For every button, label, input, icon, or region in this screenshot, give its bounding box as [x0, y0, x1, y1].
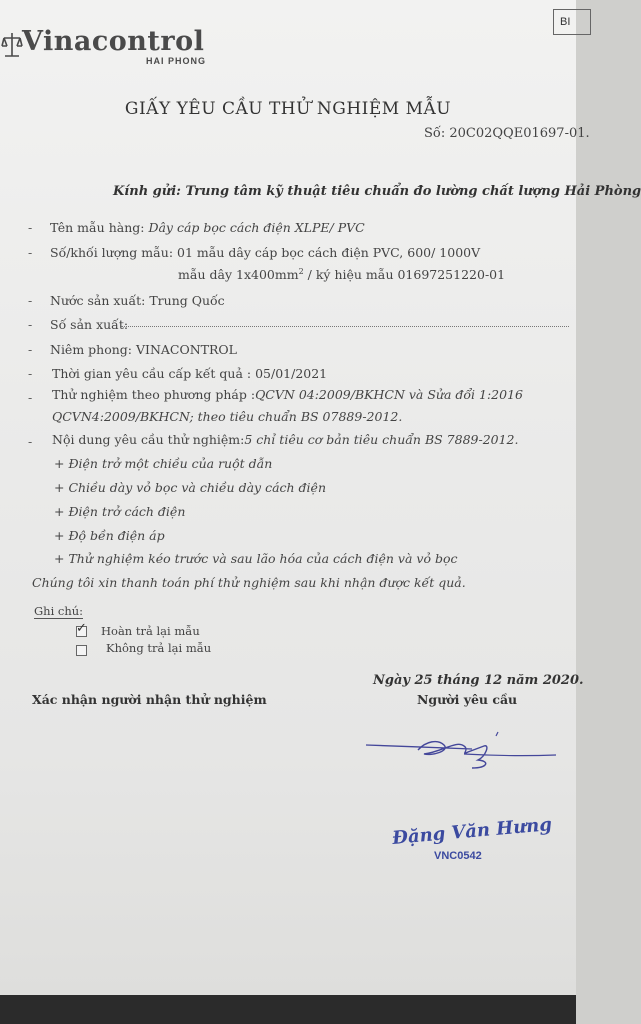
handwritten-signature: [360, 728, 560, 778]
bullet-dash: -: [28, 434, 33, 449]
bullet-dash: -: [28, 245, 33, 260]
payment-note: Chúng tôi xin thanh toán phí thử nghiệm sau khi nhận được kết quả.: [32, 575, 466, 590]
return-sample-checkbox[interactable]: [76, 621, 87, 637]
note-label: Ghi chú:: [34, 604, 84, 618]
test-item: + Chiều dày vỏ bọc và chiều dày cách điện: [54, 480, 326, 495]
test-item: + Điện trở một chiều của ruột dẫn: [54, 456, 273, 471]
method-line-2: QCVN4:2009/BKHCN; theo tiêu chuẩn BS 07889-2012.: [52, 409, 403, 424]
logo-brand: Vinacontrol: [22, 26, 205, 57]
corner-code: BI: [553, 9, 591, 35]
content-value: 5 chỉ tiêu cơ bản tiêu chuẩn BS 7889-2012.: [244, 432, 519, 447]
method-label: Thử nghiệm theo phương pháp :: [52, 387, 256, 402]
content-line: [52, 432, 518, 447]
recipient-line: Kính gửi: Trung tâm kỹ thuật tiêu chuẩn đo lường chất lượng Hải Phòng: [113, 184, 641, 199]
bullet-dash: -: [28, 390, 33, 405]
stamp-code: VNC0542: [434, 850, 482, 862]
quantity-line-2: [178, 267, 505, 282]
bullet-dash: -: [28, 317, 33, 332]
sample-code-text: / ký hiệu mẫu 01697251220-01: [303, 267, 506, 283]
method-line-1: [52, 387, 523, 402]
document-number: Số: 20C02QQE01697-01.: [424, 126, 590, 141]
check-icon: ✓: [76, 621, 87, 636]
page-title: GIẤY YÊU CẦU THỬ NGHIỆM MẪU: [124, 99, 452, 119]
logo-sub: HAI PHONG: [146, 56, 207, 66]
content-label: Nội dung yêu cầu thử nghiệm:: [52, 432, 245, 447]
bullet-dash: -: [28, 366, 33, 381]
serial-dotted-line: [121, 326, 569, 327]
company-logo: [0, 26, 220, 72]
quantity-text: mẫu dây 1x400mm: [178, 267, 299, 283]
test-item: + Độ bền điện áp: [54, 528, 165, 543]
test-item: + Thử nghiệm kéo trước và sau lão hóa của cách điện và vỏ bọc: [54, 551, 458, 566]
method-value-1: QCVN 04:2009/BKHCN và Sửa đổi 1:2016: [255, 387, 523, 402]
desk-edge: [0, 995, 576, 1024]
sample-name-value: Dây cáp bọc cách điện XLPE/ PVC: [148, 220, 365, 235]
sample-name-line: [50, 220, 365, 235]
stamp-name: Đặng Văn Hưng: [391, 814, 553, 849]
bullet-dash: -: [28, 293, 33, 308]
result-time-line: Thời gian yêu cầu cấp kết quả : 05/01/2021: [52, 366, 328, 381]
scales-icon: [2, 30, 22, 60]
quantity-line-1: Số/khối lượng mẫu: 01 mẫu dây cáp bọc cách điện PVC, 600/ 1000V: [50, 245, 481, 260]
return-sample-label: Hoàn trả lại mẫu: [101, 624, 200, 638]
receiver-confirmation-label: Xác nhận người nhận thử nghiệm: [32, 692, 267, 707]
quantity-sup: 2: [298, 267, 304, 276]
origin-line: Nước sản xuất: Trung Quốc: [50, 293, 225, 308]
sample-name-label: Tên mẫu hàng:: [50, 220, 149, 235]
bullet-dash: -: [28, 220, 33, 235]
seal-line: Niêm phong: VINACONTROL: [50, 342, 237, 357]
test-item: + Điện trở cách điện: [54, 504, 186, 519]
serial-label: Số sản xuất:: [50, 317, 129, 332]
no-return-sample-checkbox[interactable]: [76, 645, 87, 656]
requester-label: Người yêu cầu: [417, 692, 518, 707]
bullet-dash: -: [28, 342, 33, 357]
no-return-sample-label: Không trả lại mẫu: [106, 641, 212, 655]
document-date: Ngày 25 tháng 12 năm 2020.: [373, 673, 584, 688]
